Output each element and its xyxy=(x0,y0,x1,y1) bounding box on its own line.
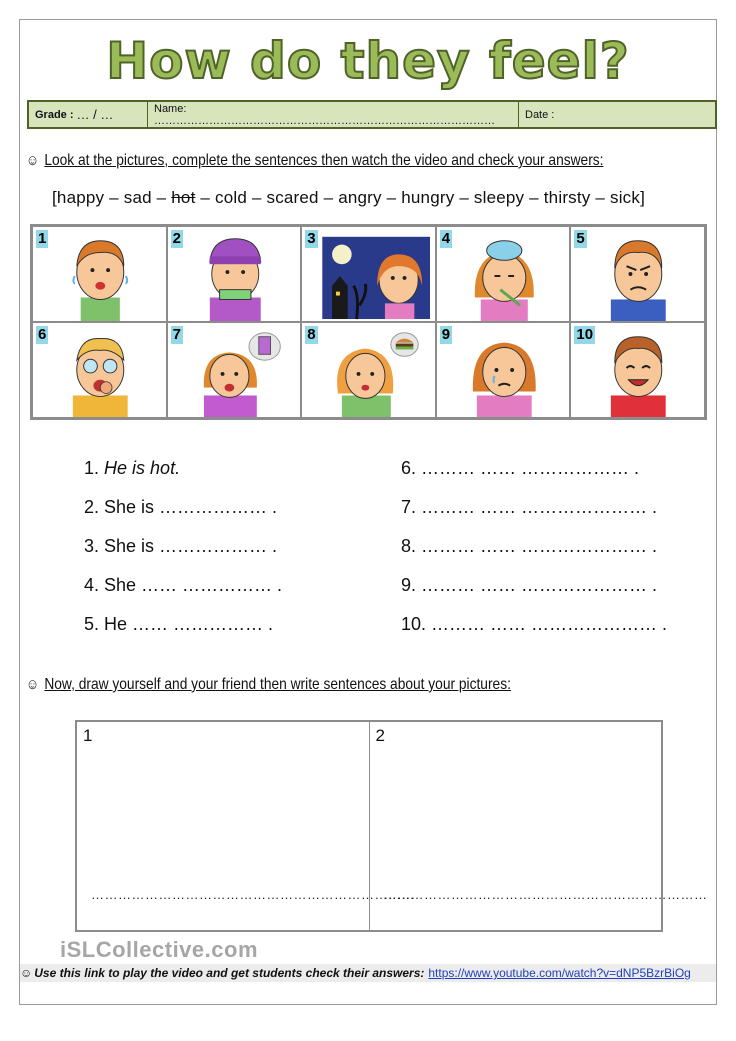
sentence-text: ……… …… ………………… . xyxy=(421,497,658,517)
sentence-4[interactable] xyxy=(84,573,282,612)
sentence-number: 10. xyxy=(401,614,427,634)
picture-cell xyxy=(301,226,436,322)
worksheet-page xyxy=(19,19,717,1005)
sentence-number: 7. xyxy=(401,497,417,517)
sentence-number: 6. xyxy=(401,458,417,478)
picture-cell xyxy=(570,322,705,418)
sentence-2[interactable] xyxy=(84,495,282,534)
footer xyxy=(20,964,716,982)
angry-boy-illustration xyxy=(571,227,704,321)
sentence-number: 4. xyxy=(84,575,100,595)
drawing-box-1[interactable] xyxy=(77,722,415,930)
sentences-column-2 xyxy=(401,456,667,651)
sentence-number: 8. xyxy=(401,536,417,556)
word-bank-struck-word: hot xyxy=(171,188,196,207)
word-bank-rest: – cold – scared – angry – hungry – sleepy – thirsty – sick] xyxy=(195,188,646,207)
picture-number: 7 xyxy=(172,326,181,343)
sentence-text: ……… …… ……………… . xyxy=(421,458,640,478)
picture-number: 2 xyxy=(172,230,181,247)
picture-cell xyxy=(436,226,571,322)
smiley-icon: ☺ xyxy=(20,966,33,980)
drawing-box-number: 1 xyxy=(83,726,93,745)
drawing-box-number: 2 xyxy=(375,726,385,745)
picture-number: 6 xyxy=(38,326,47,343)
sentence-text: She is ……………… . xyxy=(104,536,278,556)
sentence-6[interactable] xyxy=(401,456,667,495)
instruction-2 xyxy=(26,676,511,694)
scared-girl-illustration xyxy=(302,227,435,321)
hot-boy-illustration xyxy=(33,227,166,321)
footer-text: Use this link to play the video and get students check their answers: xyxy=(34,966,425,980)
picture-number: 3 xyxy=(307,230,316,247)
name-label: Name: ………………………………………………………………………………… xyxy=(154,102,495,127)
sad-girl-illustration xyxy=(437,323,570,417)
sentence-number: 2. xyxy=(84,497,100,517)
smiley-icon: ☺ xyxy=(26,676,40,693)
cold-girl-illustration xyxy=(168,227,301,321)
sentence-text: He …… …………… . xyxy=(104,614,274,634)
drawing-box-2[interactable] xyxy=(370,722,708,930)
picture-cell xyxy=(32,226,167,322)
smiley-icon: ☺ xyxy=(26,152,40,169)
word-bank-start: [happy – sad – xyxy=(52,188,172,207)
picture-number: 1 xyxy=(38,230,47,247)
sentence-3[interactable] xyxy=(84,534,282,573)
picture-number: 5 xyxy=(576,230,585,247)
picture-number: 10 xyxy=(576,326,594,343)
sentences-column-1 xyxy=(84,456,282,651)
instruction-2-text: Now, draw yourself and your friend then write sentences about your pictures: xyxy=(44,676,511,693)
sentence-text: He is hot. xyxy=(104,458,181,478)
info-bar xyxy=(27,100,717,129)
picture-cell xyxy=(167,226,302,322)
sentence-number: 1. xyxy=(84,458,100,478)
picture-number: 4 xyxy=(441,230,451,247)
sentence-text: She …… …………… . xyxy=(104,575,283,595)
sick-girl-illustration xyxy=(437,227,570,321)
hungry-girl-illustration xyxy=(302,323,435,417)
sentence-1[interactable] xyxy=(84,456,282,495)
sentence-text: ……… …… ………………… . xyxy=(421,536,658,556)
sentence-10[interactable] xyxy=(401,612,667,651)
picture-grid xyxy=(30,224,707,420)
answer-line[interactable]: ……………………………………………………………… xyxy=(383,887,708,902)
thirsty-girl-illustration xyxy=(168,323,301,417)
instruction-1 xyxy=(26,152,603,170)
drawing-area xyxy=(75,720,708,932)
picture-cell xyxy=(436,322,571,418)
answer-line[interactable]: ……………………………………………………………… xyxy=(91,887,415,902)
sentence-text: ……… …… ………………… . xyxy=(431,614,668,634)
picture-cell xyxy=(301,322,436,418)
sentence-number: 3. xyxy=(84,536,100,556)
sentence-5[interactable] xyxy=(84,612,282,651)
sentence-text: She is ……………… . xyxy=(104,497,278,517)
sentence-9[interactable] xyxy=(401,573,667,612)
sleepy-boy-illustration xyxy=(33,323,166,417)
sentence-7[interactable] xyxy=(401,495,667,534)
picture-cell xyxy=(32,322,167,418)
grade-field[interactable] xyxy=(29,102,148,127)
grade-label: Grade : xyxy=(35,108,74,121)
date-field[interactable] xyxy=(519,102,715,127)
sentence-8[interactable] xyxy=(401,534,667,573)
page-title: How do they feel? xyxy=(106,32,630,90)
grade-value: … / … xyxy=(76,107,114,122)
picture-cell xyxy=(167,322,302,418)
date-label: Date : xyxy=(525,108,555,121)
picture-cell xyxy=(570,226,705,322)
picture-number: 8 xyxy=(307,326,316,343)
sentence-text: ……… …… ………………… . xyxy=(421,575,658,595)
sentence-number: 9. xyxy=(401,575,417,595)
name-field[interactable] xyxy=(148,102,519,127)
sentence-number: 5. xyxy=(84,614,100,634)
video-link[interactable]: https://www.youtube.com/watch?v=dNP5BzrBiOg xyxy=(428,966,691,980)
picture-number: 9 xyxy=(441,326,451,343)
instruction-1-text: Look at the pictures, complete the sentences then watch the video and check your answers: xyxy=(44,152,604,169)
word-bank xyxy=(52,188,645,208)
watermark: iSLCollective.com xyxy=(60,937,259,962)
